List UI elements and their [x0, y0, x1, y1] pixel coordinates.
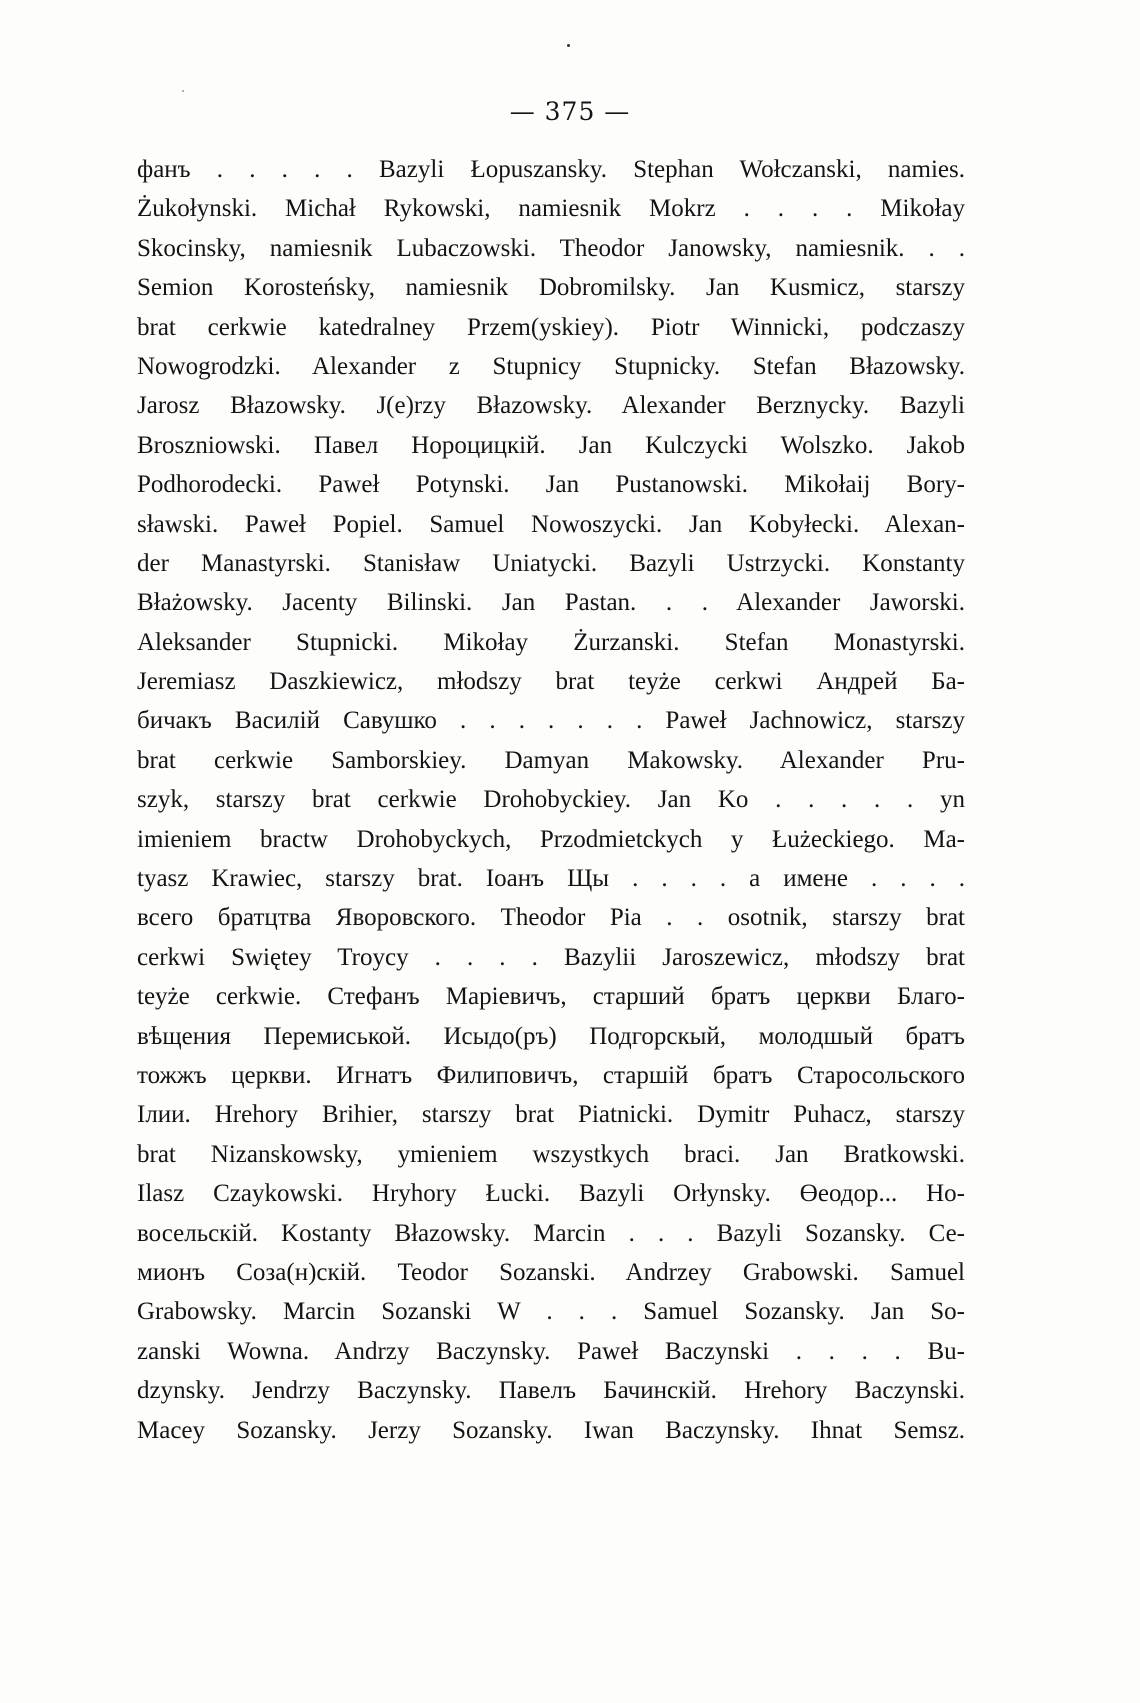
text-line: brat cerkwie Samborskiey. Damyan Makowsky. Alexander Pru- — [137, 746, 965, 774]
text-line: teyże cerkwie. Стефанъ Маріевичъ, старший братъ церкви Благо- — [137, 983, 965, 1011]
body-text — [137, 150, 965, 1450]
text-line: тожжъ церкви. Игнатъ Филиповичъ, старшій братъ Старосольского — [137, 1061, 965, 1089]
text-line: sławski. Paweł Popiel. Samuel Nowoszycki. Jan Kobyłecki. Alexan- — [137, 510, 965, 538]
text-line: Aleksander Stupnicki. Mikołay Żurzanski. Stefan Monastyrski. — [137, 628, 965, 656]
text-line: der Manastyrski. Stanisław Uniatycki. Bazyli Ustrzycki. Konstanty — [137, 549, 965, 577]
text-line: dzynsky. Jendrzy Baczynsky. Павелъ Бачинскій. Hrehory Baczynski. — [137, 1377, 965, 1405]
text-line: Broszniowski. Павел Нороцицкій. Jan Kulczycki Wolszko. Jakob — [137, 431, 965, 459]
text-line: всего братцтва Яворовского. Theodor Pia . . osotnik, starszy brat — [137, 904, 965, 932]
text-line: бичакъ Василій Савушко . . . . . . . Paweł Jachnowicz, starszy — [137, 707, 965, 735]
text-line: szyk, starszy brat cerkwie Drohobyckiey. Jan Ko . . . . . yn — [137, 786, 965, 814]
text-line: Skocinsky, namiesnik Lubaczowski. Theodor Janowsky, namiesnik. . . — [137, 234, 965, 262]
text-line: Ilasz Czaykowski. Hryhory Łucki. Bazyli Orłynsky. Өеодор... Но- — [137, 1180, 965, 1208]
text-line: восельскій. Kostanty Błazowsky. Marcin . . . Bazyli Sozansky. Се- — [137, 1219, 965, 1247]
text-line: мионъ Соза(н)скій. Teodor Sozanski. Andrzey Grabowski. Samuel — [137, 1258, 965, 1286]
ink-speck — [182, 90, 184, 92]
text-line: Ілии. Hrehory Brihier, starszy brat Piatnicki. Dymitr Puhacz, starszy — [137, 1101, 965, 1129]
text-line: imieniem bractw Drohobyckych, Przodmietckych y Łużeckiego. Ma- — [137, 825, 965, 853]
text-line: вѣщения Перемиськой. Исыдо(ръ) Подгорскый, молодшый братъ — [137, 1022, 965, 1050]
text-line: brat cerkwie katedralney Przem(yskiey). Piotr Winnicki, podczaszy — [137, 313, 965, 341]
text-line: Semion Korosteńsky, namiesnik Dobromilsky. Jan Kusmicz, starszy — [137, 274, 965, 302]
text-line: Jarosz Błazowsky. J(e)rzy Błazowsky. Alexander Berznycky. Bazyli — [137, 392, 965, 420]
text-line: Jeremiasz Daszkiewicz, młodszy brat teyże cerkwi Андрей Ба- — [137, 668, 965, 696]
ink-speck — [567, 44, 570, 47]
text-line: Grabowsky. Marcin Sozanski W . . . Samuel Sozansky. Jan So- — [137, 1298, 965, 1326]
text-line: Żukołynski. Michał Rykowski, namiesnik Mokrz . . . . Mikołay — [137, 195, 965, 223]
text-line: Macey Sozansky. Jerzy Sozansky. Iwan Baczynsky. Ihnat Semsz. — [137, 1416, 965, 1444]
text-line: фанъ . . . . . Bazyli Łopuszansky. Stephan Wołczanski, namies. — [137, 156, 965, 183]
text-line: zanski Wowna. Andrzy Baczynsky. Paweł Baczynski . . . . Bu- — [137, 1337, 965, 1365]
page-number: — 375 — — [509, 97, 631, 126]
text-line: cerkwi Swiętey Troycy . . . . Bazylii Jaroszewicz, młodszy brat — [137, 943, 965, 971]
text-line: tyasz Krawiec, starszy brat. Іоанъ Щы . . . . а имене . . . . — [137, 865, 965, 893]
text-line: Nowogrodzki. Alexander z Stupnicy Stupnicky. Stefan Błazowsky. — [137, 352, 965, 380]
text-line: Błażowsky. Jacenty Bilinski. Jan Pastan. . . Alexander Jaworski. — [137, 589, 965, 617]
text-line: Podhorodecki. Paweł Potynski. Jan Pustanowski. Mikołaij Bory- — [137, 471, 965, 499]
text-line: brat Nizanskowsky, ymieniem wszystkych braci. Jan Bratkowski. — [137, 1140, 965, 1168]
